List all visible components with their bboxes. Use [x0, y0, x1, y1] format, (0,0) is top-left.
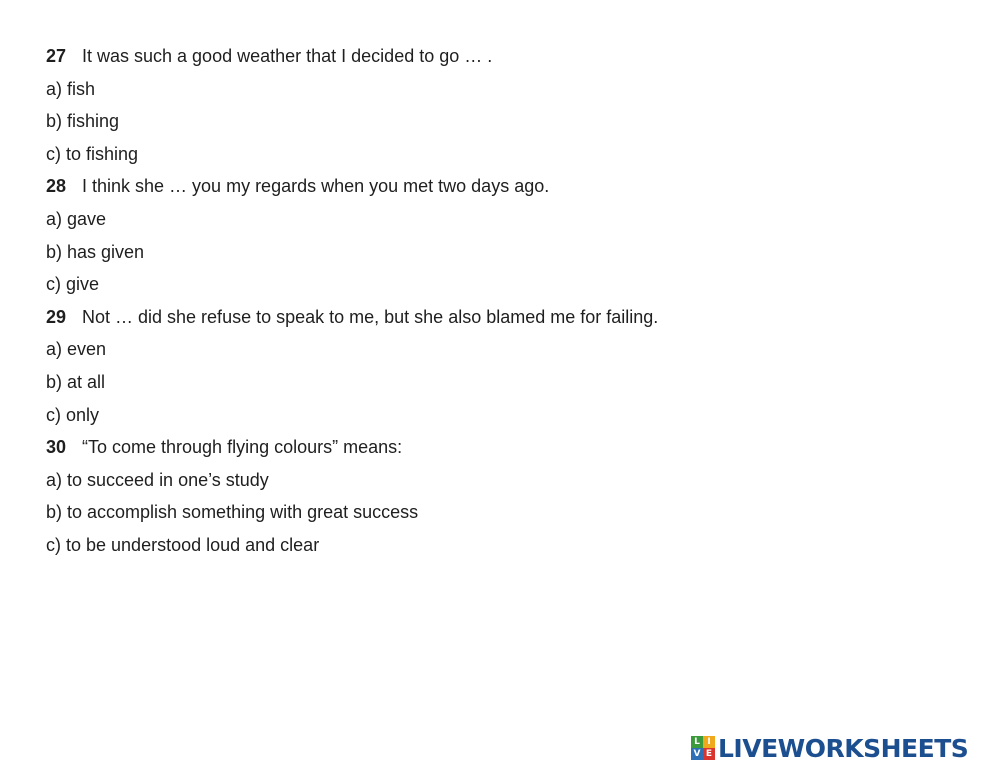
question-29	[46, 301, 946, 334]
option-b[interactable]: b) to accomplish something with great success	[46, 502, 419, 523]
question-28	[46, 170, 946, 203]
question-text: Not … did she refuse to speak to me, but she also blamed me for failing.	[82, 306, 659, 327]
question-number: 29	[46, 306, 67, 327]
option-a[interactable]: a) even	[46, 339, 107, 360]
liveworksheets-logo-mark-icon	[691, 736, 715, 760]
question-number: 27	[46, 46, 67, 66]
option-c[interactable]: c) give	[46, 274, 100, 295]
option-c[interactable]: c) to be understood loud and clear	[46, 534, 320, 555]
option-b[interactable]: b) has given	[46, 241, 145, 262]
logo-text: LIVEWORKSHEETS	[718, 733, 969, 763]
logo-letter: E	[703, 748, 715, 760]
logo-letter: V	[691, 748, 703, 760]
option-b[interactable]: b) at all	[46, 371, 106, 392]
worksheet	[46, 40, 946, 562]
option-b[interactable]: b) fishing	[46, 111, 120, 132]
liveworksheets-logo	[691, 733, 968, 763]
option-c[interactable]: c) to fishing	[46, 143, 139, 164]
option-a[interactable]: a) to succeed in one’s study	[46, 469, 269, 490]
question-27	[46, 40, 946, 73]
question-30	[46, 431, 946, 464]
logo-letter: I	[703, 736, 715, 748]
question-number: 28	[46, 176, 67, 197]
question-text: It was such a good weather that I decided to go … .	[82, 46, 493, 66]
option-a[interactable]: a) fish	[46, 78, 96, 99]
logo-letter: L	[691, 736, 703, 748]
question-text: I think she … you my regards when you met two days ago.	[82, 176, 550, 197]
question-number: 30	[46, 437, 67, 458]
question-text: “To come through flying colours” means:	[82, 437, 403, 458]
option-c[interactable]: c) only	[46, 404, 100, 425]
option-a[interactable]: a) gave	[46, 208, 107, 229]
